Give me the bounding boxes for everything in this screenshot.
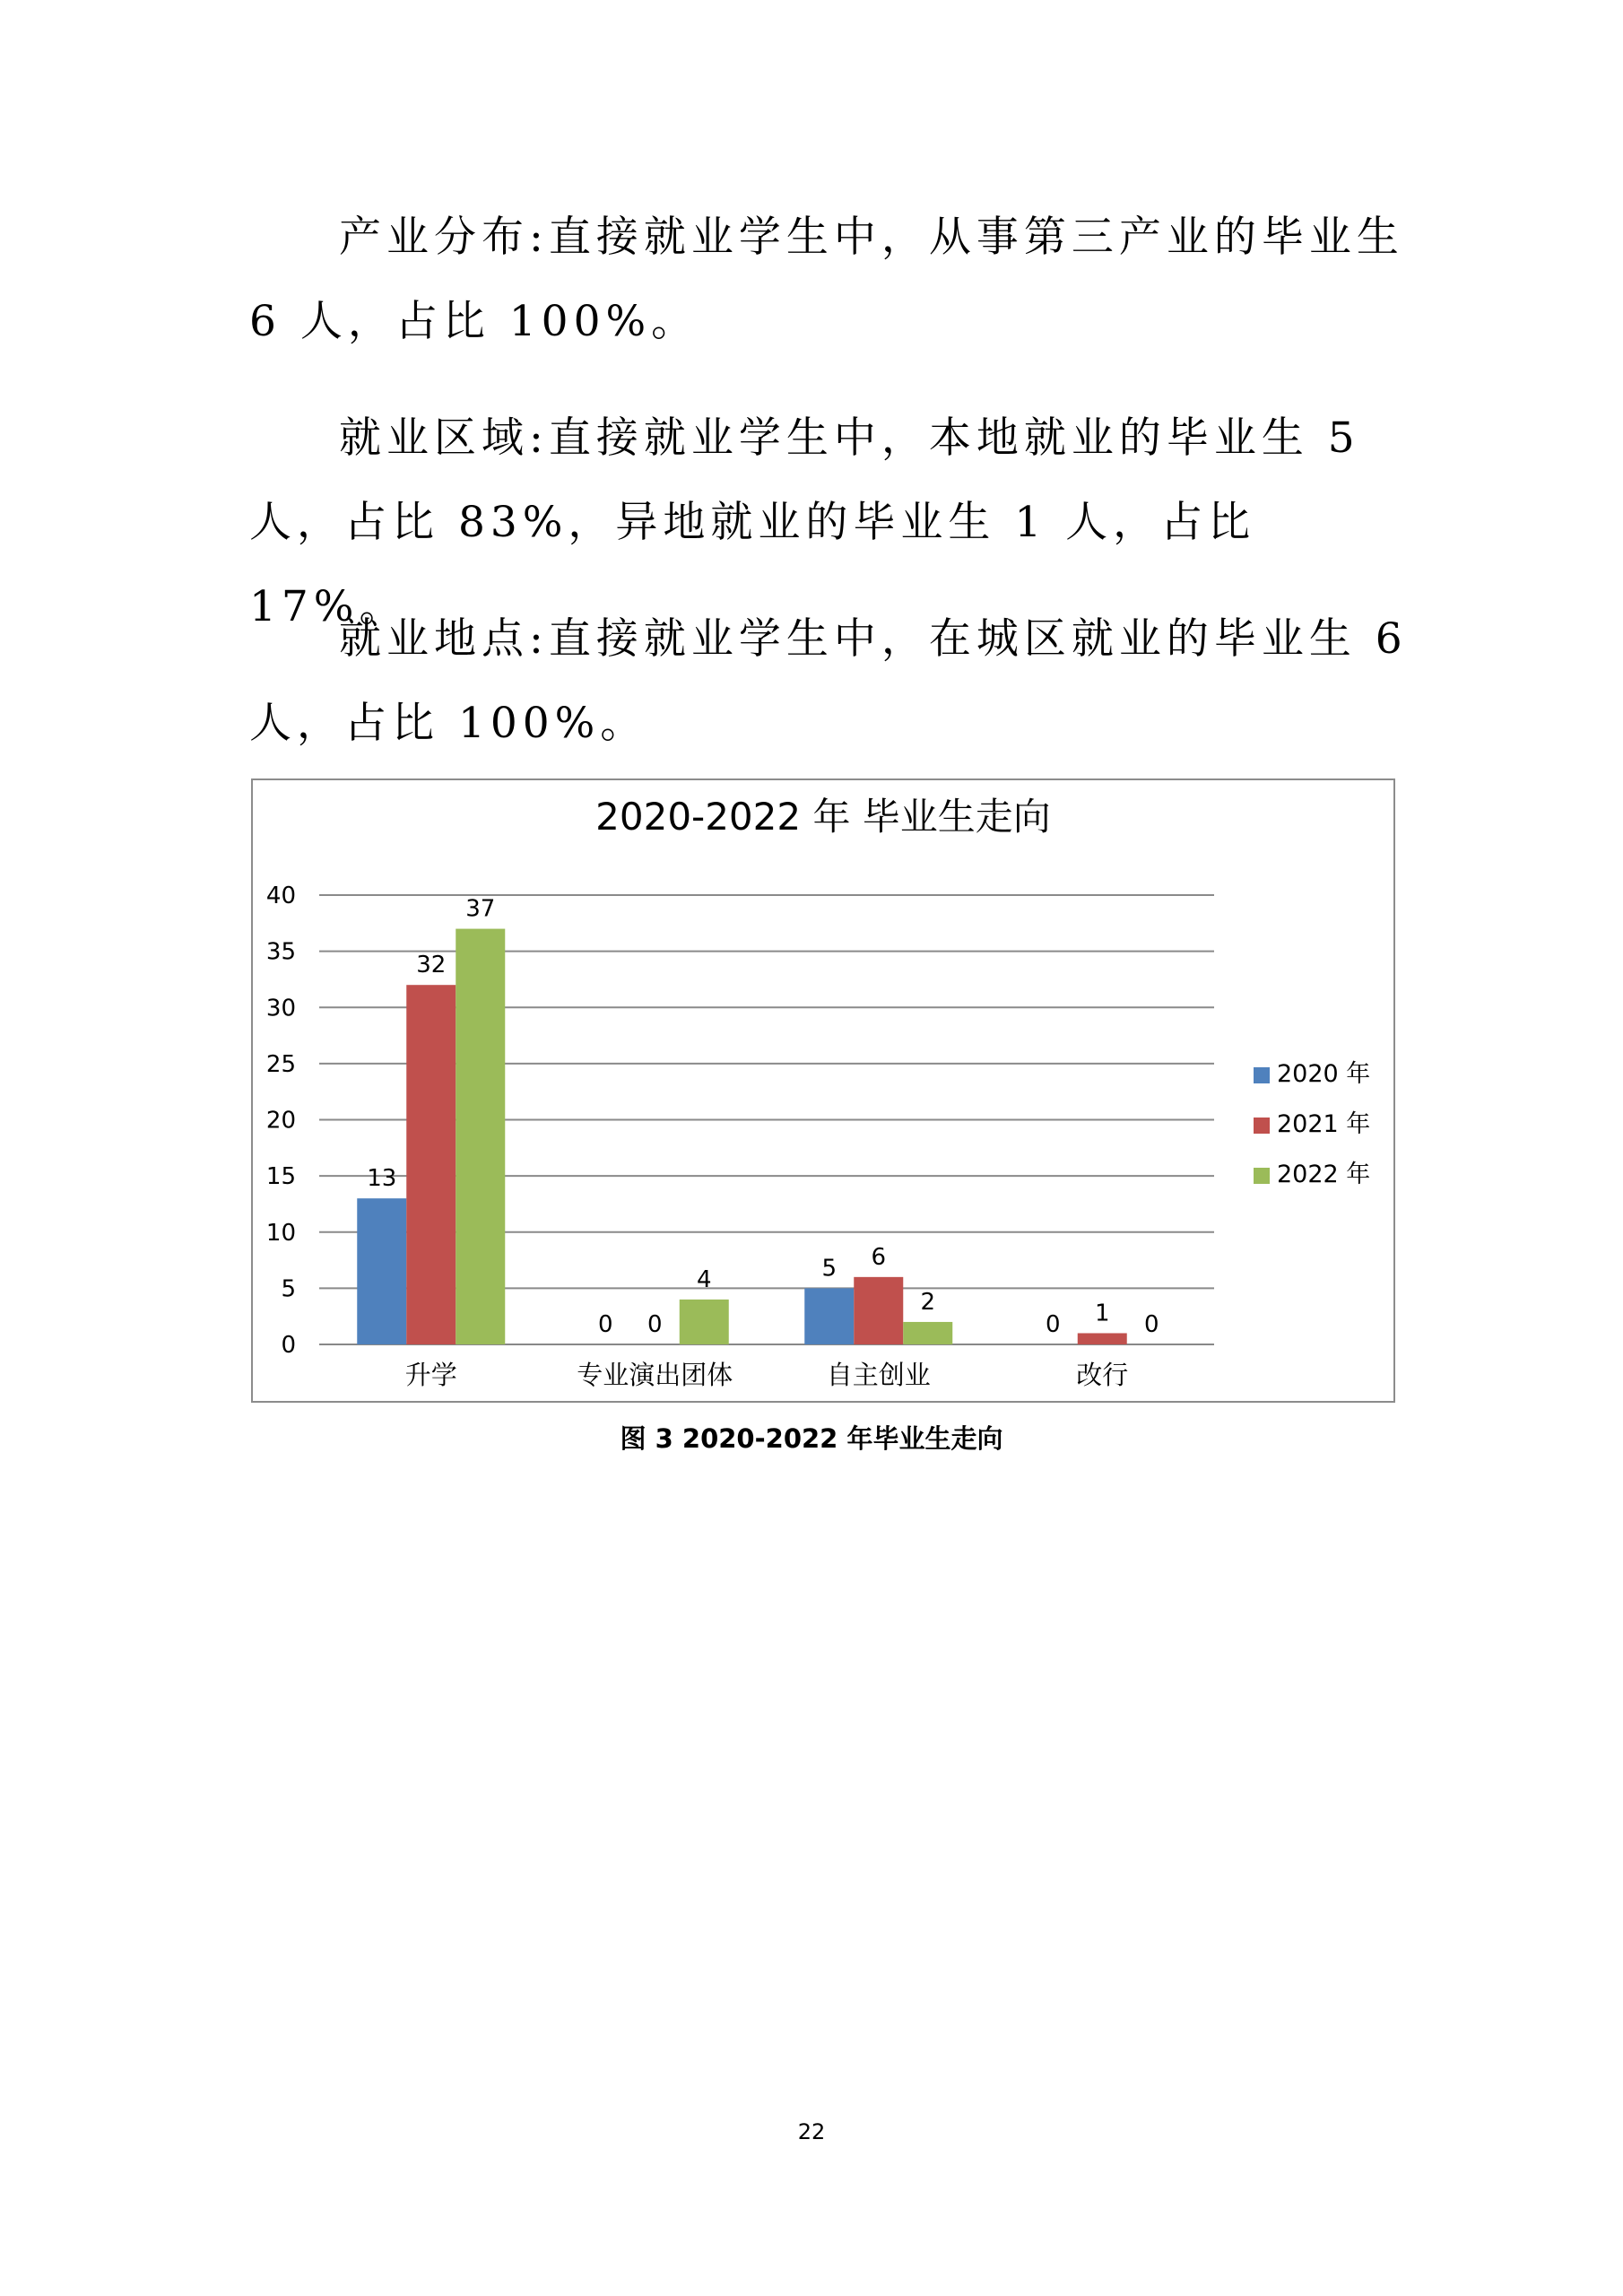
chart-container <box>251 778 1395 1403</box>
data-label: 32 <box>416 952 447 979</box>
data-label: 6 <box>871 1243 887 1271</box>
data-label: 13 <box>367 1165 397 1193</box>
bar <box>804 1288 854 1344</box>
page-number: 22 <box>797 2119 826 2144</box>
x-tick-label: 升学 <box>404 1360 457 1390</box>
legend-swatch <box>1254 1118 1270 1134</box>
bar <box>854 1277 903 1344</box>
y-tick-label: 20 <box>265 1107 296 1135</box>
y-tick-label: 35 <box>265 938 296 966</box>
y-tick-label: 0 <box>281 1332 296 1359</box>
paragraph-region: 就业区域:直接就业学生中，本地就业的毕业生 5 人，占比 83%，异地就业的毕业生 1 人，占比 17%。 <box>249 413 1360 631</box>
y-tick-label: 10 <box>265 1219 296 1247</box>
y-tick-label: 30 <box>265 995 296 1022</box>
x-tick-label: 专业演出团体 <box>577 1360 733 1390</box>
data-label: 1 <box>1094 1300 1110 1327</box>
data-label: 0 <box>1045 1311 1061 1338</box>
data-label: 37 <box>465 895 496 923</box>
bar <box>680 1300 729 1344</box>
y-tick-label: 5 <box>281 1275 296 1303</box>
figure-caption: 图 3 2020-2022 年毕业生走向 <box>620 1423 1003 1454</box>
data-label: 0 <box>1143 1311 1159 1338</box>
data-label: 5 <box>821 1255 838 1283</box>
chart-title: 2020-2022 年 毕业生走向 <box>595 795 1051 839</box>
bar-chart <box>253 780 1393 1401</box>
data-label: 0 <box>647 1311 663 1338</box>
paragraph-industry: 产业分布:直接就业学生中，从事第三产业的毕业生 6 人，占比 100%。 <box>249 213 1404 346</box>
legend-swatch <box>1254 1067 1270 1083</box>
bar <box>903 1322 952 1344</box>
bar <box>406 985 456 1344</box>
y-tick-label: 15 <box>265 1163 296 1191</box>
data-label: 4 <box>696 1265 712 1293</box>
bar <box>456 929 505 1344</box>
legend-swatch <box>1254 1168 1270 1184</box>
legend-label: 2022 年 <box>1277 1161 1371 1188</box>
y-tick-label: 40 <box>265 883 296 909</box>
bar <box>1078 1333 1127 1344</box>
data-label: 2 <box>920 1288 936 1316</box>
x-tick-label: 自主创业 <box>826 1360 931 1390</box>
legend-label: 2020 年 <box>1277 1060 1371 1088</box>
bar <box>357 1198 406 1344</box>
x-tick-label: 改行 <box>1076 1360 1129 1390</box>
paragraph-location: 就业地点:直接就业学生中，在城区就业的毕业生 6 人，占比 100%。 <box>249 614 1408 748</box>
data-label: 0 <box>597 1311 613 1338</box>
legend-label: 2021 年 <box>1277 1110 1371 1138</box>
y-tick-label: 25 <box>265 1050 296 1078</box>
